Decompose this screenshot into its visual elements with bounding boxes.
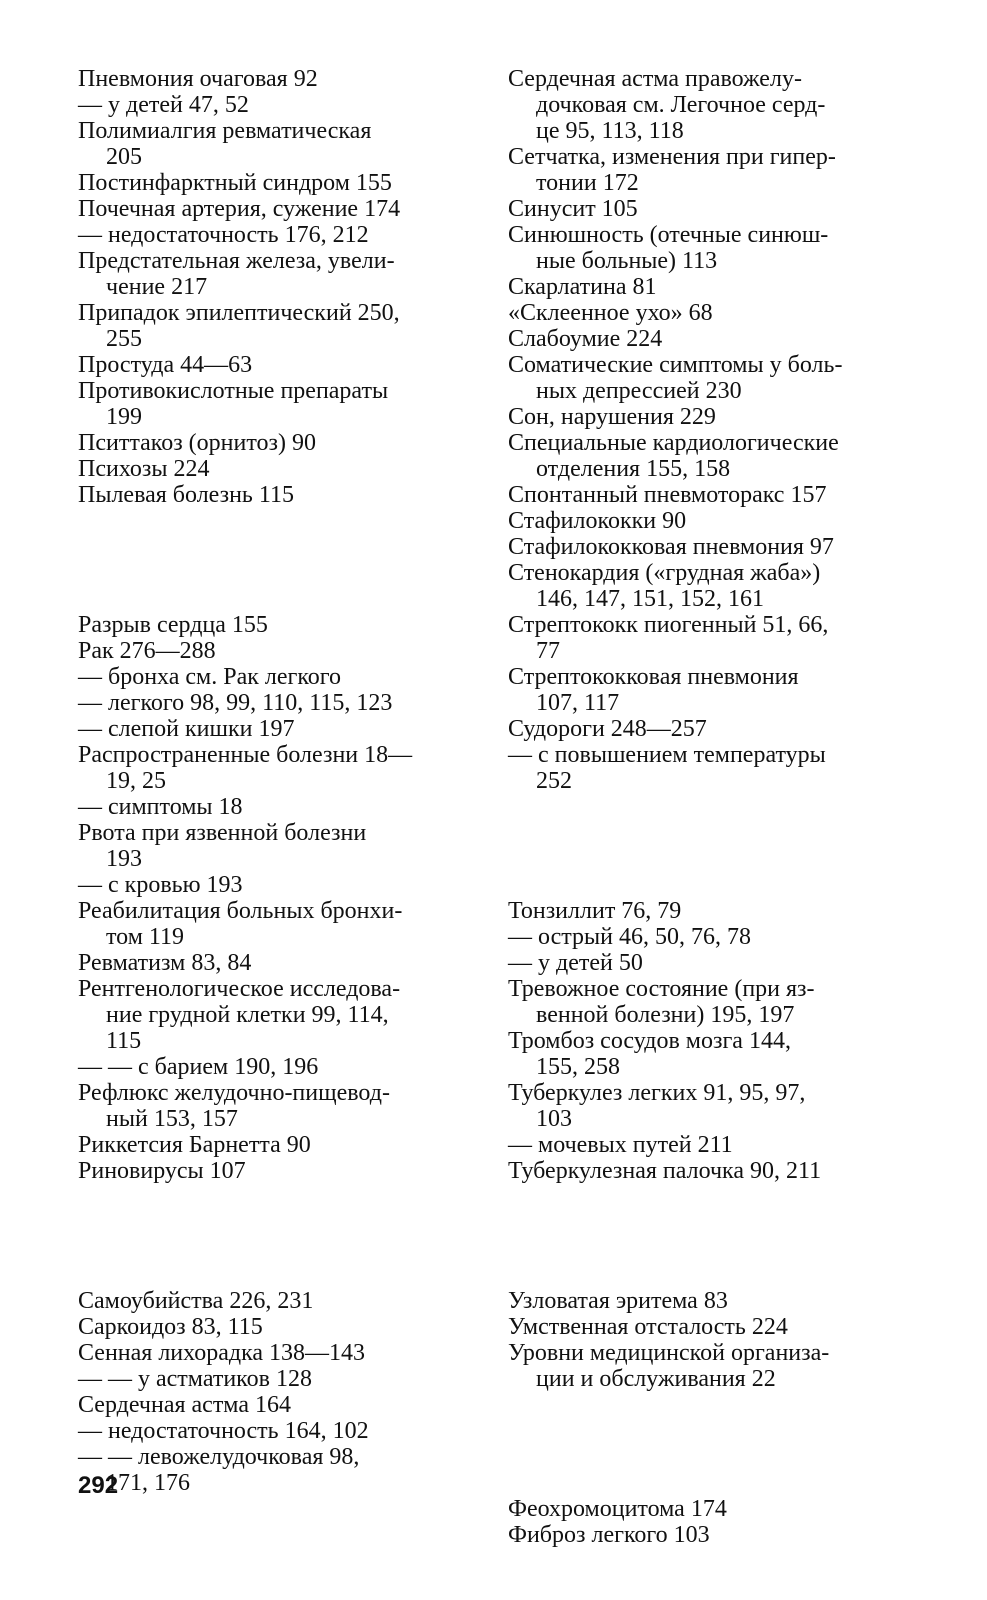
index-entry-line: — бронха см. Рак легкого [78,664,342,690]
index-entry [508,1080,908,1132]
index-entry [508,274,908,300]
index-entry-line: Самоубийства 226, 231 [78,1288,314,1314]
index-entry-line: Предстательная железа, увели- [78,248,395,274]
index-entry [508,1132,908,1158]
index-entry-line: Стафилококковая пневмония 97 [508,534,834,560]
index-entry-line: Риккетсия Барнетта 90 [78,1132,311,1158]
index-entry-line: Стафилококки 90 [508,508,687,534]
index-column-right [508,66,908,1548]
index-entry-line: Скарлатина 81 [508,274,657,300]
index-entry [78,482,470,508]
index-entry-line: — недостаточность 176, 212 [78,222,369,248]
index-entry [78,92,470,118]
index-entry-line: — симптомы 18 [78,794,243,820]
index-entry-continuation: 171, 176 [106,1470,190,1496]
index-entry [78,352,470,378]
index-entry [78,976,470,1054]
index-entry-line: Психозы 224 [78,456,210,482]
index-entry [508,508,908,534]
index-entry [508,976,908,1028]
index-entry-line: Стрептококковая пневмония [508,664,799,690]
index-entry-line: Синюшность (отечные синюш- [508,222,829,248]
index-entry [508,664,908,716]
index-entry [78,66,470,92]
index-entry [508,300,908,326]
index-entry-line: Слабоумие 224 [508,326,663,352]
index-entry [78,1444,470,1496]
index-entry-continuation: 199 [106,404,142,430]
index-entry [78,430,470,456]
index-entry-continuation: 103 [536,1106,572,1132]
index-entry-continuation: том 119 [106,924,185,950]
index-entry-line: Туберкулез легких 91, 95, 97, [508,1080,806,1106]
index-entry [508,1158,908,1184]
index-column-left [78,66,470,1496]
index-entry-line: Противокислотные препараты [78,378,389,404]
index-entry-line: Припадок эпилептический 250, [78,300,400,326]
index-entry-line: Сон, нарушения 229 [508,404,716,430]
index-entry-line: Сердечная астма 164 [78,1392,291,1418]
index-entry [78,742,470,794]
index-entry [508,430,908,482]
letter-section-gap [508,794,908,898]
index-entry-continuation: ные больные) 113 [536,248,718,274]
index-entry-line: — — левожелудочковая 98, [78,1444,360,1470]
index-entry-line: — — у астматиков 128 [78,1366,312,1392]
letter-section-gap [78,1184,470,1288]
index-entry-continuation: ции и обслуживания 22 [536,1366,776,1392]
index-entry-line: Стенокардия («грудная жаба») [508,560,821,586]
index-entry [78,690,470,716]
letter-section-gap [508,1392,908,1496]
index-entry [78,794,470,820]
index-entry [508,66,908,144]
index-entry-line: Тревожное состояние (при яз- [508,976,815,1002]
index-entry-line: Стрептококк пиогенный 51, 66, [508,612,829,638]
index-entry [78,664,470,690]
index-entry [508,898,908,924]
index-entry-line: Рефлюкс желудочно-пищевод- [78,1080,390,1106]
index-entry [508,1496,908,1522]
index-entry-line: — с повышением температуры [508,742,826,768]
index-entry [508,742,908,794]
index-entry [78,1418,470,1444]
index-entry [78,456,470,482]
index-entry-continuation: тонии 172 [536,170,639,196]
index-entry-line: — у детей 50 [508,950,643,976]
index-entry-continuation: ние грудной клетки 99, 114, [106,1002,389,1028]
index-entry [78,1158,470,1184]
index-entry-line: Ревматизм 83, 84 [78,950,252,976]
index-entry-line: Туберкулезная палочка 90, 211 [508,1158,822,1184]
index-entry-continuation: ный 153, 157 [106,1106,238,1132]
index-entry-line: — с кровью 193 [78,872,243,898]
index-entry [78,118,470,170]
index-entry-line: Пситтакоз (орнитоз) 90 [78,430,316,456]
index-entry [508,1288,908,1314]
index-entry [78,1366,470,1392]
index-entry [78,716,470,742]
index-entry-line: Феохромоцитома 174 [508,1496,727,1522]
index-entry-continuation: чение 217 [106,274,208,300]
letter-section-gap [78,508,470,612]
index-entry-continuation: отделения 155, 158 [536,456,731,482]
index-entry-line: Синусит 105 [508,196,638,222]
index-entry-continuation: 205 [106,144,142,170]
index-entry-continuation: 19, 25 [106,768,166,794]
index-entry [78,300,470,352]
index-entry [78,612,470,638]
index-entry [78,1132,470,1158]
index-entry-line: Постинфарктный синдром 155 [78,170,392,196]
index-entry-continuation: 155, 258 [536,1054,620,1080]
index-entry [508,144,908,196]
index-entry [78,950,470,976]
index-entry [78,1080,470,1132]
index-entry-continuation: 107, 117 [536,690,620,716]
index-entry-continuation: венной болезни) 195, 197 [536,1002,795,1028]
index-entry-line: Реабилитация больных бронхи- [78,898,403,924]
index-entry [508,950,908,976]
index-entry-line: Специальные кардиологические [508,430,839,456]
index-entry [508,352,908,404]
index-entry-line: — — с барием 190, 196 [78,1054,319,1080]
index-entry [78,1392,470,1418]
index-entry [508,326,908,352]
index-entry-line: Тонзиллит 76, 79 [508,898,682,924]
index-entry-line: Уровни медицинской организа- [508,1340,830,1366]
index-entry-line: Рвота при язвенной болезни [78,820,367,846]
index-entry-line: Сенная лихорадка 138—143 [78,1340,366,1366]
index-entry-line: Рак 276—288 [78,638,216,664]
index-entry-line: Риновирусы 107 [78,1158,246,1184]
index-entry-line: — острый 46, 50, 76, 78 [508,924,751,950]
index-entry-continuation: 115 [106,1028,142,1054]
index-entry-continuation: дочковая см. Легочное серд- [536,92,826,118]
index-entry [78,638,470,664]
index-entry [508,482,908,508]
index-entry-line: Простуда 44—63 [78,352,253,378]
index-entry [508,534,908,560]
index-entry [508,404,908,430]
index-entry-continuation: це 95, 113, 118 [536,118,684,144]
index-entry-line: Спонтанный пневмоторакс 157 [508,482,827,508]
index-entry-line: — у детей 47, 52 [78,92,249,118]
index-entry-line: — легкого 98, 99, 110, 115, 123 [78,690,393,716]
index-entry-line: Фиброз легкого 103 [508,1522,710,1548]
index-entry-continuation: 252 [536,768,572,794]
index-entry [78,222,470,248]
index-entry [78,1054,470,1080]
index-entry-line: Почечная артерия, сужение 174 [78,196,401,222]
index-entry-line: Пылевая болезнь 115 [78,482,294,508]
index-entry-line: Соматические симптомы у боль- [508,352,843,378]
index-entry-line: Судороги 248—257 [508,716,707,742]
index-entry-line: «Склеенное ухо» 68 [508,300,713,326]
index-entry-line: Умственная отсталость 224 [508,1314,788,1340]
letter-section-gap [508,1184,908,1288]
index-entry [78,820,470,872]
index-entry-line: Распространенные болезни 18— [78,742,413,768]
index-entry-continuation: 77 [536,638,560,664]
index-entry-continuation: 193 [106,846,142,872]
index-entry [78,248,470,300]
index-entry-line: Пневмония очаговая 92 [78,66,318,92]
index-entry-continuation: ных депрессией 230 [536,378,742,404]
index-entry-line: Сердечная астма правожелу- [508,66,802,92]
index-entry-continuation: 255 [106,326,142,352]
index-entry-line: — мочевых путей 211 [508,1132,733,1158]
index-entry-line: Рентгенологическое исследова- [78,976,401,1002]
index-entry [508,1028,908,1080]
index-entry [78,196,470,222]
page-number: 292 [78,1472,119,1499]
index-entry-continuation: 146, 147, 151, 152, 161 [536,586,764,612]
index-entry [508,716,908,742]
index-entry [78,1340,470,1366]
index-entry-line: Полимиалгия ревматическая [78,118,372,144]
index-entry [78,872,470,898]
index-entry-line: Узловатая эритема 83 [508,1288,728,1314]
index-entry [78,170,470,196]
index-entry-line: — слепой кишки 197 [78,716,295,742]
index-entry [508,196,908,222]
index-entry [508,924,908,950]
index-entry-line: Тромбоз сосудов мозга 144, [508,1028,791,1054]
index-entry-line: Саркоидоз 83, 115 [78,1314,263,1340]
index-entry [508,560,908,612]
index-entry [508,1522,908,1548]
index-entry-line: — недостаточность 164, 102 [78,1418,369,1444]
index-entry [508,612,908,664]
index-entry [508,222,908,274]
index-entry-line: Сетчатка, изменения при гипер- [508,144,836,170]
index-entry-line: Разрыв сердца 155 [78,612,268,638]
index-entry [508,1314,908,1340]
index-entry [78,378,470,430]
index-entry [78,1288,470,1314]
index-entry [78,1314,470,1340]
index-entry [78,898,470,950]
index-entry [508,1340,908,1392]
